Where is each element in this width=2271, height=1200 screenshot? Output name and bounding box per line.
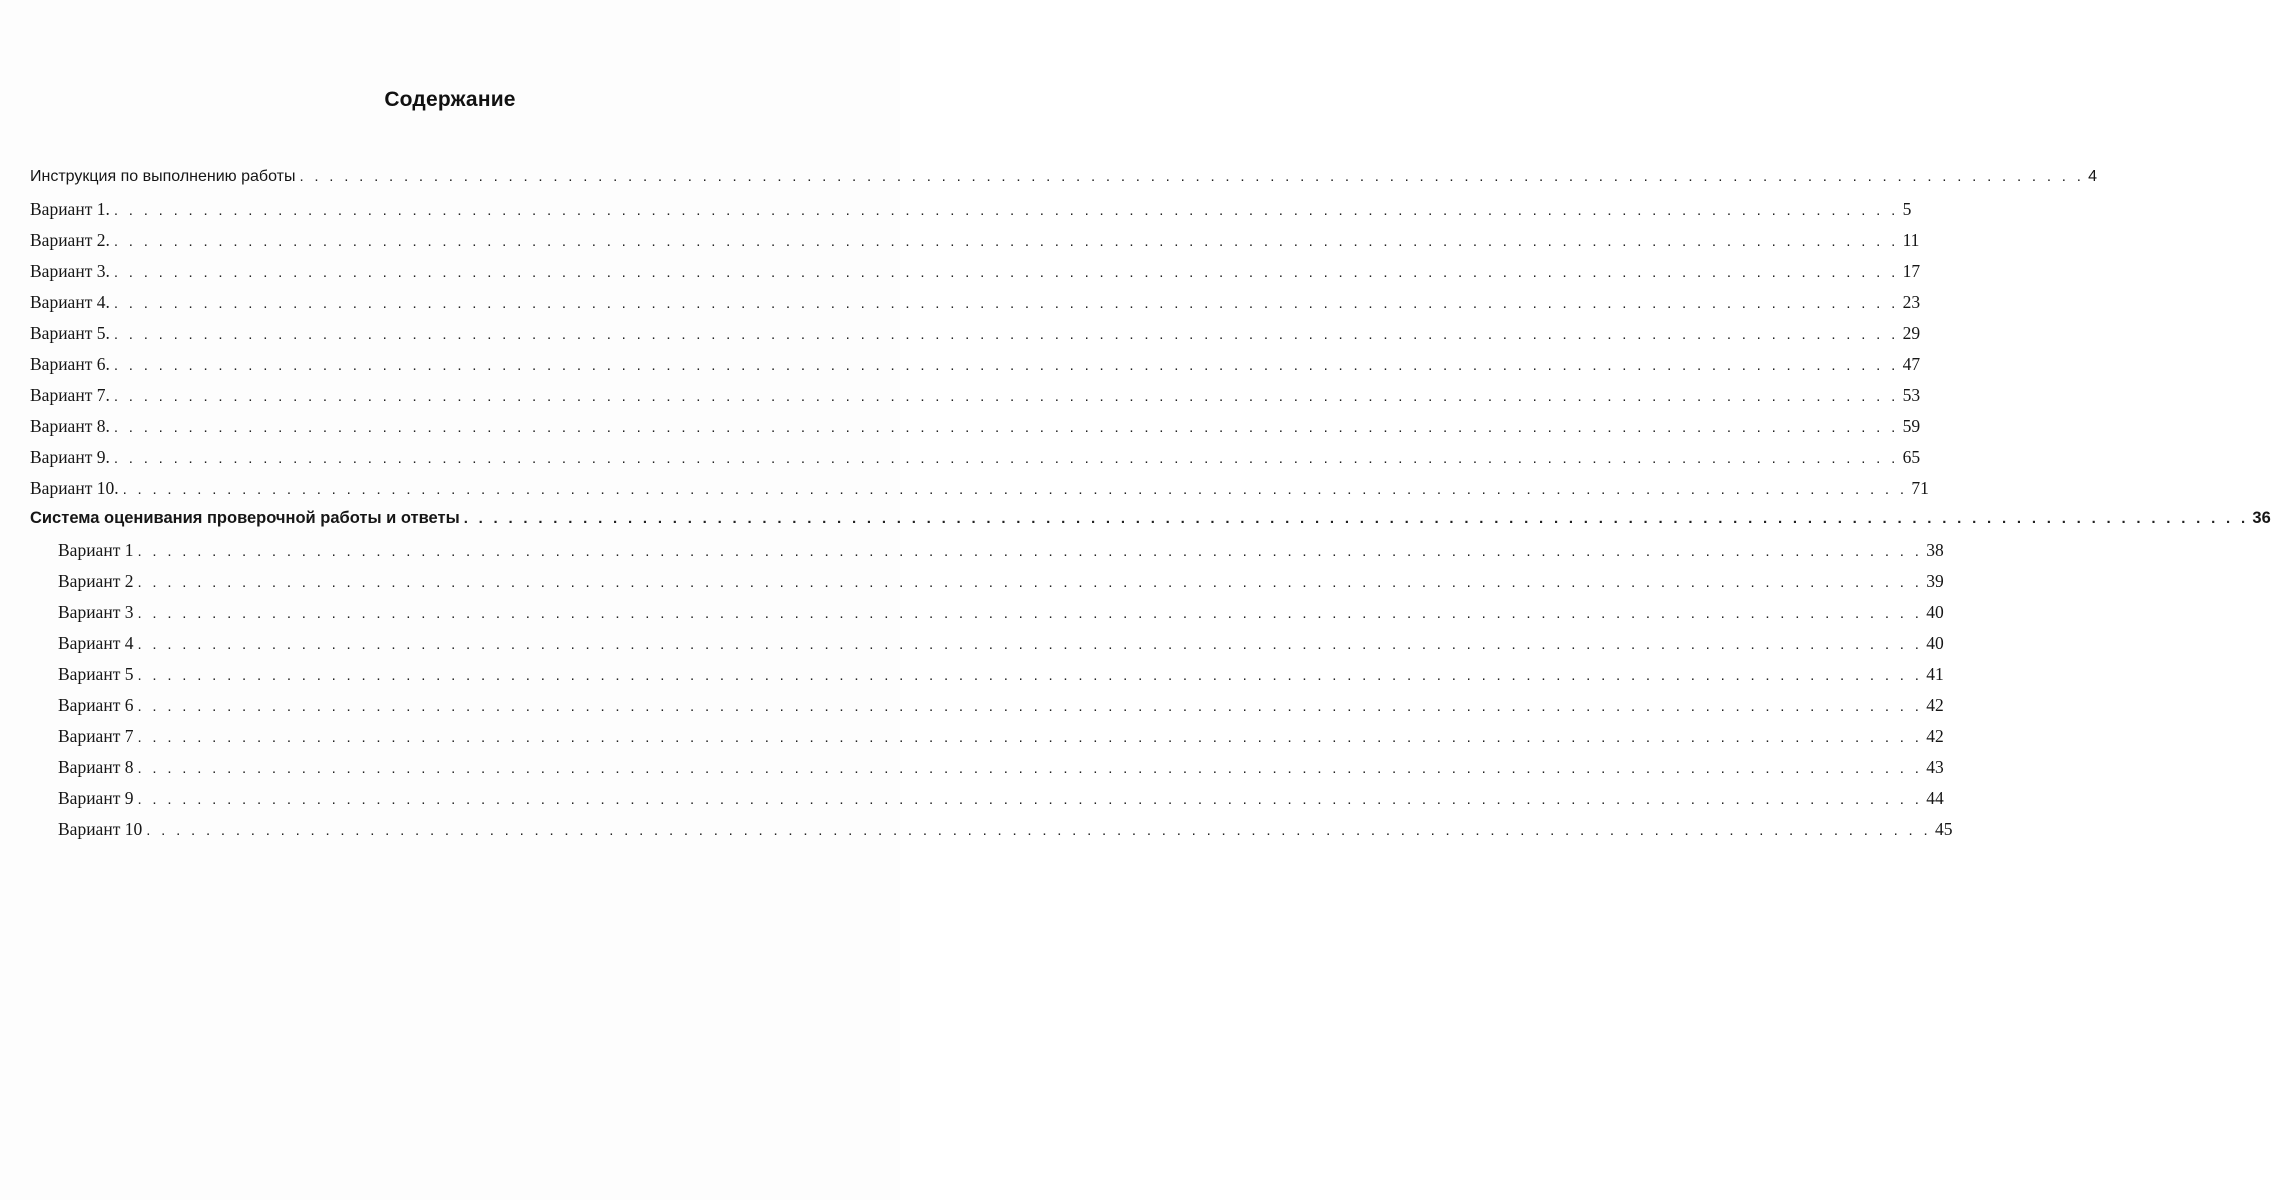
toc-entry: [30, 788, 1944, 819]
toc-entry-label: Вариант 2.: [30, 230, 110, 250]
dot-leader: . . . . . . . . . . . . . . . . . . . . . . . . . . . . . . . . . . . . . . . . . . . . . . . . . . . . . . . . . . . . . . . . . . . . . . . . . . . . . . . . . . . . . . . . . . . . . . . . . . . . . . . . . . . . . . . . . . . . . . . .: [137, 636, 1923, 653]
toc-entry-label: Вариант 5.: [30, 323, 110, 343]
toc-entry: [30, 726, 1944, 757]
toc-entry-label: Вариант 5: [58, 664, 134, 684]
toc-entry-label: Вариант 6: [58, 695, 134, 715]
dot-leader: . . . . . . . . . . . . . . . . . . . . . . . . . . . . . . . . . . . . . . . . . . . . . . . . . . . . . . . . . . . . . . . . . . . . . . . . . . . . . . . . . . . . . . . . . . . . . . . . . . . . . . . . . . . . . . . . . . . . . . . .: [137, 729, 1923, 746]
toc-entry-page-number: 36: [2252, 509, 2271, 527]
toc-entry-page-number: 42: [1926, 726, 1944, 746]
toc-entry-page-number: 17: [1902, 261, 1921, 281]
toc-entry: [30, 664, 1944, 695]
dot-leader: . . . . . . . . . . . . . . . . . . . . . . . . . . . . . . . . . . . . . . . . . . . . . . . . . . . . . . . . . . . . . . . . . . . . . . . . . . . . . . . . . . . . . . . . . . . . . . . . . . . . . . . . . . . . . . . . . . . . . . . .: [113, 202, 1899, 219]
toc-entry-label: Инструкция по выполнению работы: [30, 168, 296, 185]
toc-entry: [30, 292, 1921, 323]
toc-entry-label: Вариант 1.: [30, 199, 110, 219]
toc-entry-page-number: 44: [1926, 788, 1944, 808]
toc-entry: [30, 416, 1921, 447]
dot-leader: . . . . . . . . . . . . . . . . . . . . . . . . . . . . . . . . . . . . . . . . . . . . . . . . . . . . . . . . . . . . . . . . . . . . . . . . . . . . . . . . . . . . . . . . . . . . . . . . . . . . . . . . . . . . . . . . . . . . . . . .: [137, 791, 1923, 808]
toc-entry: [30, 540, 1944, 571]
toc-entry-page-number: 4: [2088, 168, 2098, 185]
toc-entry-label: Вариант 6.: [30, 354, 110, 374]
toc-entry-page-number: 65: [1902, 447, 1921, 467]
toc-entry-page-number: 23: [1902, 292, 1921, 312]
toc-entry: [30, 757, 1944, 788]
dot-leader: . . . . . . . . . . . . . . . . . . . . . . . . . . . . . . . . . . . . . . . . . . . . . . . . . . . . . . . . . . . . . . . . . . . . . . . . . . . . . . . . . . . . . . . . . . . . . . . . . . . . . . . . . . . . . . . . . . . . . . . .: [113, 450, 1899, 467]
toc-entry: [30, 230, 1920, 261]
toc-entry-label: Вариант 9.: [30, 447, 110, 467]
toc-entry: [30, 323, 1921, 354]
toc-entry: [30, 168, 2098, 199]
toc-entry: [30, 602, 1944, 633]
toc-entry-page-number: 40: [1926, 602, 1944, 622]
dot-leader: . . . . . . . . . . . . . . . . . . . . . . . . . . . . . . . . . . . . . . . . . . . . . . . . . . . . . . . . . . . . . . . . . . . . . . . . . . . . . . . . . . . . . . . . . . . . . . . . . . . . . . . . . . . . . . . . . . . . . . . .: [137, 667, 1923, 684]
toc-entry: [30, 261, 1921, 292]
toc-entry: [30, 478, 1929, 509]
page-title: Содержание: [384, 88, 516, 111]
toc-entry-label: Вариант 2: [58, 571, 134, 591]
toc-entry-page-number: 5: [1902, 199, 1912, 219]
toc-entry-label: Вариант 9: [58, 788, 134, 808]
toc-entry-page-number: 38: [1926, 540, 1944, 560]
table-of-contents: [30, 168, 2271, 850]
toc-entry-page-number: 53: [1902, 385, 1921, 405]
dot-leader: . . . . . . . . . . . . . . . . . . . . . . . . . . . . . . . . . . . . . . . . . . . . . . . . . . . . . . . . . . . . . . . . . . . . . . . . . . . . . . . . . . . . . . . . . . . . . . . . . . . . . . . . . . . . . . . . . . . . . . . .: [137, 605, 1923, 622]
toc-entry-label: Вариант 8.: [30, 416, 110, 436]
toc-entry-page-number: 45: [1934, 819, 1953, 839]
toc-entry: [30, 385, 1921, 416]
toc-entry: [30, 199, 1912, 230]
toc-entry-page-number: 43: [1926, 757, 1944, 777]
toc-entry-label: Вариант 7: [58, 726, 134, 746]
toc-entry-label: Вариант 8: [58, 757, 134, 777]
toc-entry: [30, 571, 1944, 602]
dot-leader: . . . . . . . . . . . . . . . . . . . . . . . . . . . . . . . . . . . . . . . . . . . . . . . . . . . . . . . . . . . . . . . . . . . . . . . . . . . . . . . . . . . . . . . . . . . . . . . . . . . . . . . . . . . . . . . . . . . . . . . .: [113, 419, 1899, 436]
toc-entry: [30, 354, 1921, 385]
toc-entry-label: Вариант 7.: [30, 385, 110, 405]
toc-entry-page-number: 29: [1902, 323, 1921, 343]
toc-entry-label: Вариант 1: [58, 540, 134, 560]
toc-entry-page-number: 71: [1911, 478, 1929, 498]
toc-entry-page-number: 11: [1902, 230, 1920, 250]
toc-entry-page-number: 40: [1926, 633, 1944, 653]
dot-leader: . . . . . . . . . . . . . . . . . . . . . . . . . . . . . . . . . . . . . . . . . . . . . . . . . . . . . . . . . . . . . . . . . . . . . . . . . . . . . . . . . . . . . . . . . . . . . . . . . . . . . . . . . . . . . . . . . . . . . . . .: [113, 233, 1899, 250]
toc-entry: [30, 819, 1953, 850]
dot-leader: . . . . . . . . . . . . . . . . . . . . . . . . . . . . . . . . . . . . . . . . . . . . . . . . . . . . . . . . . . . . . . . . . . . . . . . . . . . . . . . . . . . . . . . . . . . . . . . . . . . . . . . . . . . . . . . . . . . . . . . .: [113, 295, 1899, 312]
dot-leader: . . . . . . . . . . . . . . . . . . . . . . . . . . . . . . . . . . . . . . . . . . . . . . . . . . . . . . . . . . . . . . . . . . . . . . . . . . . . . . . . . . . . . . . . . . . . . . . . . . . . . . . . . . . . . . . . . . . . . . . .: [113, 357, 1899, 374]
toc-entry-label: Вариант 3.: [30, 261, 110, 281]
dot-leader: . . . . . . . . . . . . . . . . . . . . . . . . . . . . . . . . . . . . . . . . . . . . . . . . . . . . . . . . . . . . . . . . . . . . . . . . . . . . . . . . . . . . . . . . . . . . . . . . . . . . . . . . . . . . . . . . . . . . . . . .: [137, 574, 1923, 591]
dot-leader: . . . . . . . . . . . . . . . . . . . . . . . . . . . . . . . . . . . . . . . . . . . . . . . . . . . . . . . . . . . . . . . . . . . . . . . . . . . . . . . . . . . . . . . . . . . . . . . . . . . . . . . . . . . . . . . . . . . . . . . .: [113, 326, 1899, 343]
toc-entry-page-number: 59: [1902, 416, 1921, 436]
toc-entry-label: Вариант 3: [58, 602, 134, 622]
toc-entry-page-number: 42: [1926, 695, 1944, 715]
dot-leader: . . . . . . . . . . . . . . . . . . . . . . . . . . . . . . . . . . . . . . . . . . . . . . . . . . . . . . . . . . . . . . . . . . . . . . . . . . . . . . . . . . . . . . . . . . . . . . . . . . . . . . . . . . . . . . . . . . . . . . . .: [113, 388, 1899, 405]
toc-entry: [30, 695, 1944, 726]
toc-entry-page-number: 41: [1926, 664, 1944, 684]
dot-leader: . . . . . . . . . . . . . . . . . . . . . . . . . . . . . . . . . . . . . . . . . . . . . . . . . . . . . . . . . . . . . . . . . . . . . . . . . . . . . . . . . . . . . . . . . . . . . . . . . . . . . . . . . . . . . . . . . . . . . . . .: [463, 510, 2249, 527]
toc-entry-page-number: 39: [1926, 571, 1944, 591]
toc-entry-label: Вариант 4: [58, 633, 134, 653]
toc-entry-label: Вариант 4.: [30, 292, 110, 312]
dot-leader: . . . . . . . . . . . . . . . . . . . . . . . . . . . . . . . . . . . . . . . . . . . . . . . . . . . . . . . . . . . . . . . . . . . . . . . . . . . . . . . . . . . . . . . . . . . . . . . . . . . . . . . . . . . . . . . . . . . . . . . .: [122, 481, 1908, 498]
dot-leader: . . . . . . . . . . . . . . . . . . . . . . . . . . . . . . . . . . . . . . . . . . . . . . . . . . . . . . . . . . . . . . . . . . . . . . . . . . . . . . . . . . . . . . . . . . . . . . . . . . . . . . . . . . . . . . . . . . . . . . . .: [113, 264, 1899, 281]
toc-entry: [30, 447, 1921, 478]
toc-entry: [30, 633, 1944, 664]
dot-leader: . . . . . . . . . . . . . . . . . . . . . . . . . . . . . . . . . . . . . . . . . . . . . . . . . . . . . . . . . . . . . . . . . . . . . . . . . . . . . . . . . . . . . . . . . . . . . . . . . . . . . . . . . . . . . . . . . . . . . . . .: [137, 543, 1923, 560]
toc-entry-label: Система оценивания проверочной работы и ответы: [30, 509, 460, 527]
toc-entry: [30, 509, 2271, 540]
dot-leader: . . . . . . . . . . . . . . . . . . . . . . . . . . . . . . . . . . . . . . . . . . . . . . . . . . . . . . . . . . . . . . . . . . . . . . . . . . . . . . . . . . . . . . . . . . . . . . . . . . . . . . . . . . . . . . . . . . . . . . . .: [137, 698, 1923, 715]
dot-leader: . . . . . . . . . . . . . . . . . . . . . . . . . . . . . . . . . . . . . . . . . . . . . . . . . . . . . . . . . . . . . . . . . . . . . . . . . . . . . . . . . . . . . . . . . . . . . . . . . . . . . . . . . . . . . . . . . . . . . . . .: [299, 168, 2085, 185]
dot-leader: . . . . . . . . . . . . . . . . . . . . . . . . . . . . . . . . . . . . . . . . . . . . . . . . . . . . . . . . . . . . . . . . . . . . . . . . . . . . . . . . . . . . . . . . . . . . . . . . . . . . . . . . . . . . . . . . . . . . . . . .: [137, 760, 1923, 777]
toc-entry-label: Вариант 10: [58, 819, 143, 839]
dot-leader: . . . . . . . . . . . . . . . . . . . . . . . . . . . . . . . . . . . . . . . . . . . . . . . . . . . . . . . . . . . . . . . . . . . . . . . . . . . . . . . . . . . . . . . . . . . . . . . . . . . . . . . . . . . . . . . . . . . . . . . .: [146, 822, 1931, 839]
toc-entry-label: Вариант 10.: [30, 478, 119, 498]
toc-entry-page-number: 47: [1902, 354, 1921, 374]
